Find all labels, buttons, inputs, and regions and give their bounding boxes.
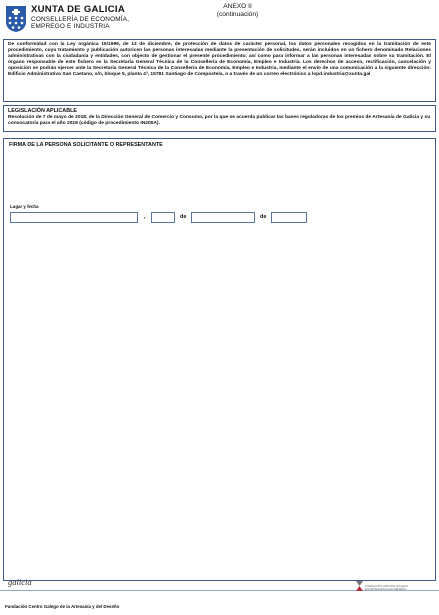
signature-title: FIRMA DE LA PERSONA SOLICITANTE O REPRESENTANTE [9, 142, 163, 148]
signature-section [3, 138, 436, 581]
fcg-logo-line-2: DA ARTESANÍA E DO DESEÑO [365, 587, 407, 592]
legislation-title: LEGISLACIÓN APLICABLE [8, 108, 77, 114]
month-field[interactable] [191, 212, 255, 223]
xunta-logo-text: XUNTA DE GALICIA [31, 4, 125, 15]
comma-separator: , [144, 214, 146, 220]
fcg-logo-icon [355, 580, 364, 592]
fcg-logo-line-1: FUNDACIÓN CENTRO GALEGO [365, 584, 409, 588]
footer-organization: Fundación Centro Galego de la Artesanía y del Deseño [5, 604, 120, 609]
privacy-notice: De conformidad con la Ley orgánica 15/1999, de 13 de diciembre, de protección de datos de carácter personal, los datos personales recogidos en la tramitación de este procedimiento, cuyo tratamiento y publicación autoricen las personas interesadas mediante la presentación de solicitudes, serán incluidos en un fichero denominado Relaciones administrativas con la ciudadanía y entidades, con objecto de gestionar el presente procedimiento, así como para informar a las personas interesadas sobre su tramitación. El órgano responsable de este fichero es la Secretaría General Técnica de la Consellería de Economía, Empleo e Industria. Los derechos de acceso, rectificación, cancelación y oposición se podrán ejercer ante la Secretaría General Técnica de la Consellería de Economía, Empleo e Industria, mediante el envío de una comunicación a la siguiente dirección: Edificio Administrativo San Caetano, s/n, bloque 5, planta 4ª, 15781 Santiago de Compostela, o a través de un correo electrónico a lopd.industria@xunta.gal [3, 39, 436, 102]
place-field[interactable] [10, 212, 138, 223]
department-line-1: CONSELLERÍA DE ECONOMÍA, [31, 16, 130, 23]
annex-title: ANEXO II [223, 3, 252, 10]
department-line-2: EMPREGO E INDUSTRIA [31, 23, 110, 30]
de-label-1: de [180, 214, 187, 220]
day-field[interactable] [151, 212, 175, 223]
legislation-section [3, 105, 436, 132]
fcg-logo-text [365, 585, 408, 592]
galicia-logo: galicia [8, 577, 32, 587]
legislation-text: Resolución de 7 de mayo de 2018, de la Dirección General de Comercio y Consumo, por la que se acuerda publicar las bases reguladoras de los premios de Artesanía de Galicia y su convocatoria para el año 2018 (código de procedimiento IN200A). [8, 115, 431, 126]
de-label-2: de [260, 214, 267, 220]
annex-heading [0, 3, 439, 19]
annex-subtitle: (continuación) [216, 11, 259, 18]
place-date-label: Lugar y fecha [10, 204, 39, 209]
year-field[interactable] [271, 212, 307, 223]
